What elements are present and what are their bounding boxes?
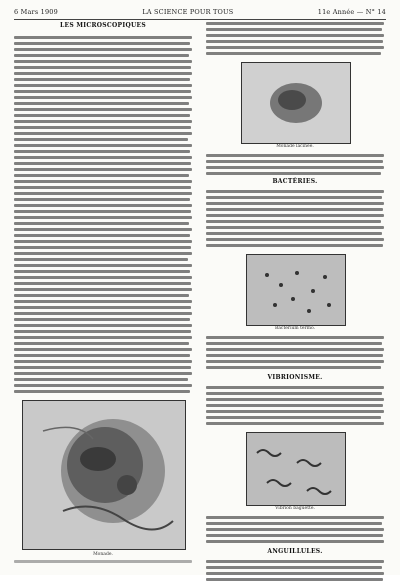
text-line bbox=[14, 288, 192, 291]
text-line bbox=[14, 270, 190, 273]
text-line bbox=[206, 336, 384, 339]
text-line bbox=[14, 336, 192, 339]
text-line bbox=[206, 226, 384, 229]
micrograph-illustration bbox=[23, 401, 185, 549]
text-line bbox=[14, 306, 191, 309]
text-line bbox=[206, 196, 382, 199]
text-line bbox=[206, 348, 384, 351]
micro-illustration-2 bbox=[247, 255, 345, 325]
text-line bbox=[14, 186, 191, 189]
figure-bottom-right bbox=[246, 432, 346, 506]
text-line bbox=[206, 566, 382, 569]
text-line bbox=[14, 384, 192, 387]
text-line bbox=[14, 366, 191, 369]
text-line bbox=[14, 156, 192, 159]
text-line bbox=[206, 534, 383, 537]
text-line bbox=[14, 114, 190, 117]
text-line bbox=[206, 516, 384, 519]
text-line bbox=[206, 214, 384, 217]
text-line bbox=[206, 342, 382, 345]
figure-top-right-caption: Monade lacinée. bbox=[276, 144, 314, 149]
text-line bbox=[14, 42, 190, 45]
header-issue: 11e Année — N° 14 bbox=[317, 8, 386, 16]
text-line bbox=[14, 108, 192, 111]
text-line bbox=[206, 40, 383, 43]
text-line bbox=[14, 560, 192, 563]
figure-middle-right bbox=[246, 254, 346, 326]
section-title-microscopiques: LES MICROSCOPIQUES bbox=[59, 22, 147, 29]
text-line bbox=[14, 378, 188, 381]
text-line bbox=[14, 90, 191, 93]
figure-main-micrograph bbox=[22, 400, 186, 550]
text-line bbox=[206, 422, 384, 425]
text-line bbox=[14, 84, 192, 87]
figure-top-right bbox=[241, 62, 351, 144]
text-line bbox=[206, 208, 383, 211]
right-column bbox=[206, 22, 384, 567]
text-line bbox=[14, 354, 190, 357]
text-line bbox=[14, 36, 192, 39]
text-line bbox=[206, 522, 382, 525]
text-line bbox=[14, 144, 192, 147]
text-line bbox=[14, 78, 190, 81]
text-line bbox=[14, 222, 189, 225]
text-line bbox=[206, 172, 381, 175]
text-line bbox=[14, 96, 192, 99]
text-line bbox=[206, 244, 383, 247]
text-line bbox=[206, 52, 381, 55]
text-line bbox=[14, 216, 192, 219]
text-line bbox=[14, 228, 192, 231]
text-line bbox=[206, 416, 381, 419]
text-line bbox=[206, 22, 384, 25]
text-line bbox=[14, 294, 189, 297]
text-line bbox=[14, 342, 189, 345]
text-line bbox=[14, 180, 192, 183]
header-journal: LA SCIENCE POUR TOUS bbox=[142, 8, 234, 16]
text-line bbox=[14, 246, 191, 249]
text-line bbox=[206, 410, 384, 413]
text-line bbox=[14, 240, 192, 243]
figure-middle-right-caption: Bacterium termo. bbox=[274, 326, 316, 331]
text-line bbox=[14, 72, 192, 75]
text-line bbox=[14, 318, 190, 321]
text-line bbox=[14, 48, 192, 51]
text-line bbox=[14, 234, 190, 237]
text-line bbox=[206, 232, 382, 235]
text-line bbox=[206, 560, 384, 563]
text-line bbox=[206, 528, 384, 531]
micro-illustration-3 bbox=[247, 433, 345, 505]
text-line bbox=[206, 154, 384, 157]
header-date: 6 Mars 1909 bbox=[14, 8, 58, 16]
text-line bbox=[14, 390, 190, 393]
text-line bbox=[14, 126, 191, 129]
text-line bbox=[206, 46, 384, 49]
text-line bbox=[206, 360, 384, 363]
text-line bbox=[206, 354, 383, 357]
page-header bbox=[14, 5, 386, 20]
section-title-anguillules: ANGUILLULES. bbox=[267, 548, 323, 555]
text-line bbox=[14, 162, 191, 165]
text-line bbox=[14, 276, 192, 279]
text-line bbox=[206, 28, 382, 31]
text-line bbox=[14, 138, 188, 141]
text-line bbox=[14, 174, 189, 177]
section-title-vibrionisme: VIBRIONISME. bbox=[267, 374, 323, 381]
text-line bbox=[206, 540, 384, 543]
text-line bbox=[14, 324, 192, 327]
text-line bbox=[14, 66, 191, 69]
text-line bbox=[14, 192, 192, 195]
text-line bbox=[14, 372, 192, 375]
text-line bbox=[206, 160, 383, 163]
text-line bbox=[206, 190, 384, 193]
text-line bbox=[206, 166, 384, 169]
text-line bbox=[206, 220, 381, 223]
left-column bbox=[14, 22, 192, 567]
text-line bbox=[206, 202, 384, 205]
figure-bottom-right-caption: Vibrion baguette. bbox=[275, 506, 315, 511]
text-line bbox=[206, 404, 383, 407]
text-line bbox=[206, 386, 384, 389]
text-line bbox=[14, 54, 189, 57]
text-line bbox=[14, 252, 192, 255]
text-line bbox=[14, 258, 188, 261]
text-line bbox=[14, 330, 191, 333]
text-line bbox=[206, 366, 381, 369]
text-line bbox=[14, 204, 192, 207]
text-line bbox=[14, 168, 192, 171]
text-line bbox=[206, 392, 382, 395]
text-line bbox=[14, 132, 192, 135]
text-line bbox=[206, 398, 384, 401]
text-line bbox=[14, 60, 192, 63]
text-line bbox=[206, 238, 384, 241]
text-line bbox=[14, 150, 190, 153]
text-line bbox=[14, 102, 189, 105]
text-line bbox=[14, 264, 192, 267]
text-line bbox=[206, 34, 384, 37]
text-line bbox=[14, 282, 191, 285]
text-line bbox=[14, 312, 192, 315]
section-title-bacteries: BACTÉRIES. bbox=[272, 178, 318, 185]
figure-main-caption: Monade. bbox=[93, 552, 113, 557]
text-line bbox=[14, 300, 192, 303]
text-line bbox=[14, 120, 192, 123]
micro-illustration-1 bbox=[242, 63, 350, 143]
text-line bbox=[14, 198, 190, 201]
text-line bbox=[14, 348, 192, 351]
text-line bbox=[14, 360, 192, 363]
text-line bbox=[14, 210, 191, 213]
